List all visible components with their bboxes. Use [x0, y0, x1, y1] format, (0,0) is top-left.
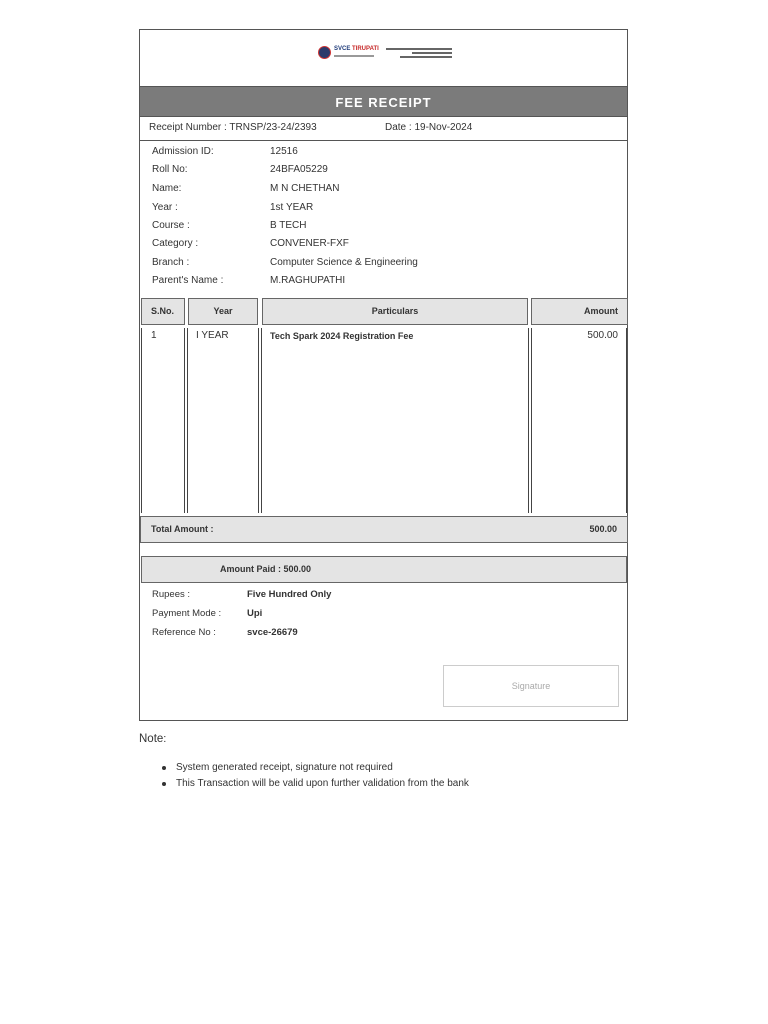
fee-table-header: [140, 298, 629, 327]
detail-year: Year : 1st YEAR: [152, 202, 314, 213]
col-year: Year: [188, 298, 258, 325]
emblem-icon: [318, 46, 331, 59]
detail-parent-name: Parent's Name : M.RAGHUPATHI: [152, 275, 346, 286]
detail-name: Name: M N CHETHAN: [152, 183, 340, 194]
detail-roll-no: Roll No: 24BFA05229: [152, 164, 328, 175]
table-row: [140, 330, 629, 344]
notes-list: [162, 762, 469, 794]
fee-table-body: [140, 328, 629, 516]
receipt-meta: [140, 117, 627, 141]
total-value: 500.00: [589, 524, 617, 534]
amount-paid: Amount Paid : 500.00: [220, 564, 312, 574]
row-sno: 1: [151, 330, 157, 341]
total-label: Total Amount :: [151, 524, 214, 534]
signature-box: Signature: [443, 665, 619, 707]
receipt-date: Date : 19-Nov-2024: [385, 122, 473, 133]
payment-mode: Payment Mode : Upi: [152, 608, 263, 619]
col-amount: Amount: [531, 298, 628, 325]
receipt-number: Receipt Number : TRNSP/23-24/2393: [149, 122, 317, 133]
total-amount-bar: [140, 516, 628, 543]
list-item: This Transaction will be valid upon further validation from the bank: [162, 778, 469, 794]
logo-brand-text: SVCE TIRUPATI: [334, 46, 379, 52]
bullet-icon: [162, 782, 166, 786]
logo-subtext: [386, 48, 452, 60]
row-particulars: Tech Spark 2024 Registration Fee: [270, 331, 414, 341]
bullet-icon: [162, 766, 166, 770]
payment-rupees: Rupees : Five Hundred Only: [152, 589, 332, 600]
detail-branch: Branch : Computer Science & Engineering: [152, 257, 418, 268]
col-particulars: Particulars: [262, 298, 528, 325]
amount-paid-bar: [141, 556, 627, 583]
col-sno: S.No.: [141, 298, 185, 325]
detail-category: Category : CONVENER-FXF: [152, 238, 349, 249]
receipt-title: FEE RECEIPT: [140, 86, 627, 117]
logo-header: [140, 30, 627, 86]
detail-admission-id: Admission ID: 12516: [152, 146, 298, 157]
fee-receipt: [139, 29, 628, 721]
detail-course: Course : B TECH: [152, 220, 307, 231]
row-year: I YEAR: [196, 330, 229, 341]
payment-reference: Reference No : svce-26679: [152, 627, 298, 638]
list-item: System generated receipt, signature not required: [162, 762, 469, 778]
logo-tagline: [334, 55, 374, 57]
row-amount: 500.00: [587, 330, 618, 341]
institution-logo: [318, 46, 452, 63]
note-heading: Note:: [139, 733, 167, 745]
